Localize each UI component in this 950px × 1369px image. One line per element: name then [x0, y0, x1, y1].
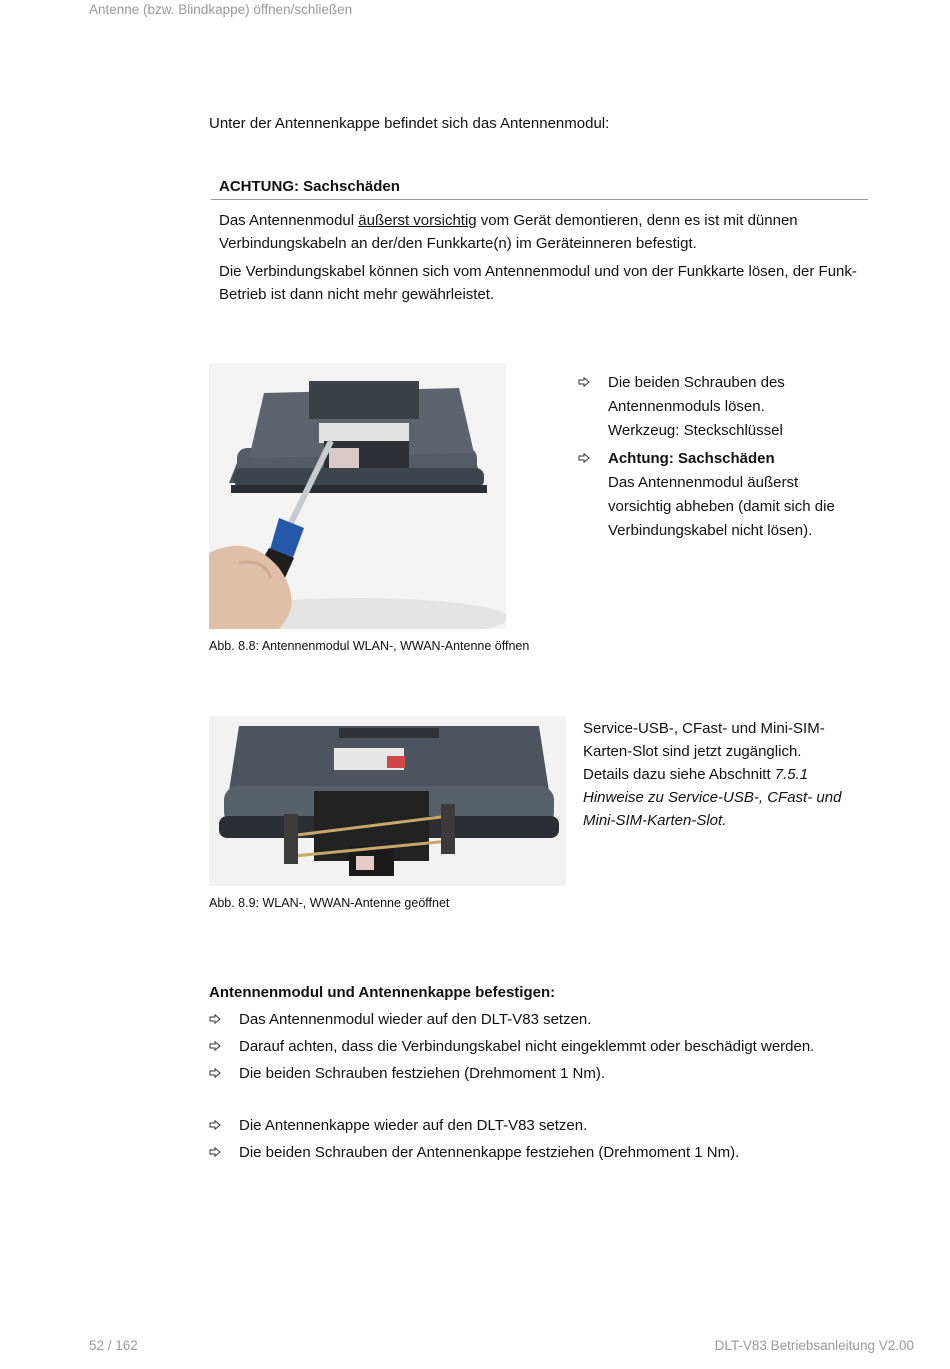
arrow-bullet-icon [209, 1147, 221, 1157]
mount-step-1: Das Antennenmodul wieder auf den DLT-V83 setzen. [209, 1008, 889, 1034]
warning-paragraph-1: Das Antennenmodul äußerst vorsichtig vom Gerät demontieren, denn es ist mit dünnen Verbindungskabeln an der/den Funkkarte(n) im Geräteinneren befestigt. [219, 212, 798, 252]
warning-emphasis: äußerst vorsichtig [358, 212, 477, 229]
arrow-bullet-icon [209, 1014, 221, 1024]
arrow-bullet-icon [209, 1041, 221, 1051]
intro-text: Unter der Antennenkappe befindet sich das Antennenmodul: [209, 115, 610, 132]
mount-step-5: Die beiden Schrauben der Antennenkappe festziehen (Drehmoment 1 Nm). [209, 1141, 889, 1167]
warning-paragraph-2: Die Verbindungskabel können sich vom Antennenmodul und von der Funkkarte lösen, der Funk-Betrieb ist dann nicht mehr gewährleistet. [219, 263, 857, 303]
figure2-description: Service-USB-, CFast- und Mini-SIM- Karten-Slot sind jetzt zugänglich. Details dazu siehe Abschnitt 7.5.1 Hinweise zu Service-USB-, CFast- und Mini-SIM-Karten-Slot. [583, 720, 842, 829]
photo-antenna-module-open [209, 363, 506, 629]
section-heading-mount: Antennenmodul und Antennenkappe befestigen: [209, 984, 556, 1001]
bullet-caution-title: Achtung: Sachschäden [608, 450, 775, 467]
footer-document-title: DLT-V83 Betriebsanleitung V2.00 [714, 1338, 914, 1353]
bullet-caution-lift: Achtung: Sachschäden Das Antennenmodul äußerst vorsichtig abheben (damit sich die Verbindungskabel nicht lösen). [578, 447, 878, 547]
mount-step-2: Darauf achten, dass die Verbindungskabel nicht eingeklemmt oder beschädigt werden. [209, 1035, 889, 1061]
arrow-bullet-icon [209, 1120, 221, 1130]
arrow-bullet-icon [209, 1068, 221, 1078]
figure-caption-8-8: Abb. 8.8: Antennenmodul WLAN-, WWAN-Antenne öffnen [209, 639, 530, 653]
mount-step-3: Die beiden Schrauben festziehen (Drehmoment 1 Nm). [209, 1062, 889, 1088]
running-header: Antenne (bzw. Blindkappe) öffnen/schließen [89, 2, 353, 17]
bullet-loosen-screws: Die beiden Schrauben des Antennenmoduls lösen. Werkzeug: Steckschlüssel [578, 371, 878, 451]
arrow-bullet-icon [578, 453, 590, 463]
photo-antenna-opened [209, 716, 566, 886]
warning-title: ACHTUNG: Sachschäden [219, 178, 400, 195]
footer-page-number: 52 / 162 [89, 1338, 138, 1353]
arrow-bullet-icon [578, 377, 590, 387]
mount-step-4: Die Antennenkappe wieder auf den DLT-V83 setzen. [209, 1114, 889, 1140]
section-reference-number: 7.5.1 [774, 766, 809, 783]
figure-caption-8-9: Abb. 8.9: WLAN-, WWAN-Antenne geöffnet [209, 896, 450, 910]
warning-divider [211, 199, 868, 200]
